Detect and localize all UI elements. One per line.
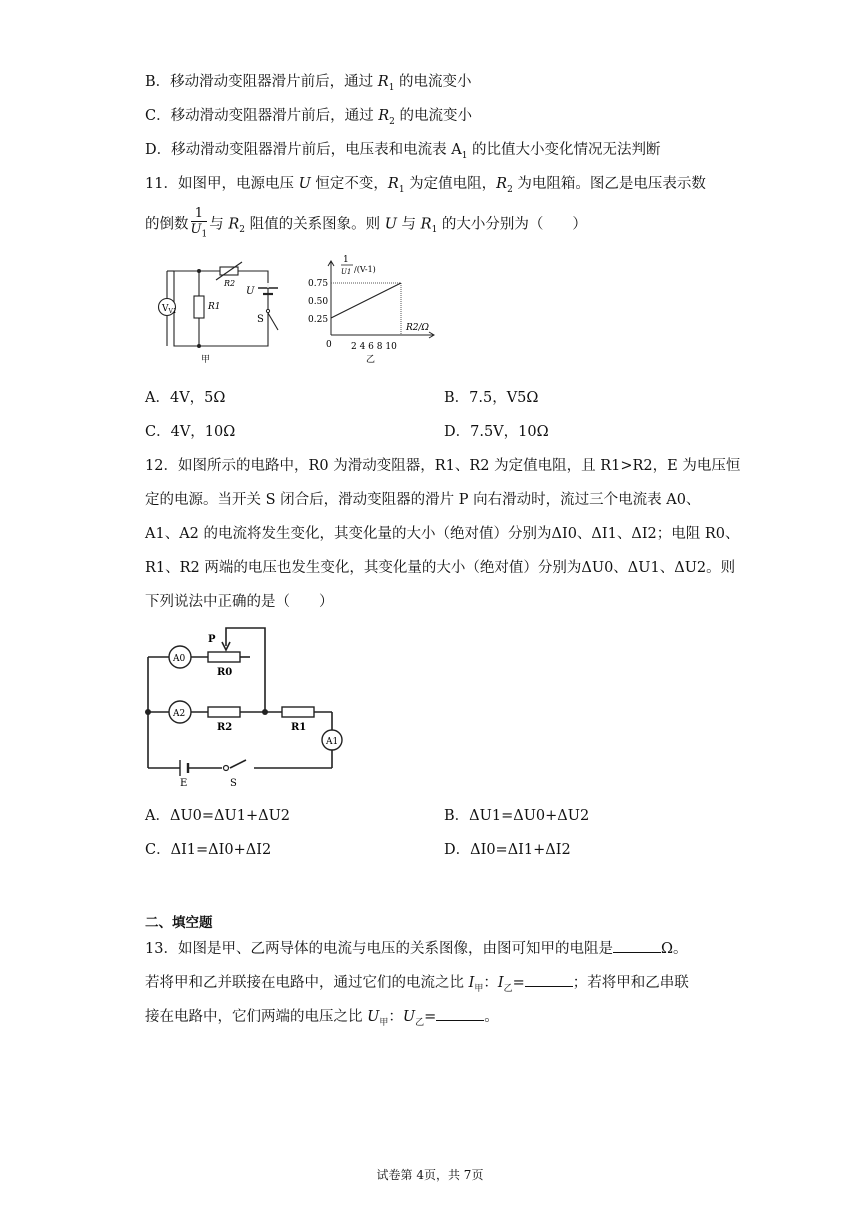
sub: 1 bbox=[398, 184, 405, 195]
q12-stem-line: 12．如图所示的电路中，R0 为滑动变阻器，R1、R2 为定值电阻，且 R1>R2，E 为电压恒 bbox=[145, 458, 741, 474]
sub: 1 bbox=[431, 225, 438, 236]
text: 接在电路中，它们两端的电压之比 bbox=[145, 1009, 368, 1025]
text: B．移动滑动变阻器滑片前后，通过 bbox=[145, 74, 378, 90]
text: = bbox=[424, 1009, 437, 1025]
fraction-numerator: 1 bbox=[191, 206, 208, 222]
q13-line2 bbox=[145, 972, 689, 999]
var: R bbox=[496, 176, 508, 192]
y-tick-label: 0.50 bbox=[308, 297, 329, 307]
origin-label: 0 bbox=[326, 340, 332, 350]
text: 13．如图是甲、乙两导体的电流与电压的关系图像，由图可知甲的电阻是 bbox=[145, 941, 613, 957]
text: 的倒数 bbox=[145, 216, 189, 233]
answer-blank[interactable] bbox=[613, 938, 661, 953]
sub: 2 bbox=[389, 116, 395, 127]
u-label: U bbox=[246, 286, 255, 297]
text: 阻值的关系图象。则 bbox=[244, 216, 385, 233]
q11-stem-line2 bbox=[145, 206, 587, 243]
var: R bbox=[378, 108, 390, 124]
r1-label: R1 bbox=[208, 302, 221, 312]
q12-stem-line: R1、R2 两端的电压也发生变化，其变化量的大小（绝对值）分别为ΔU0、ΔU1、ΔU2。则 bbox=[145, 560, 736, 576]
text: ；若将甲和乙串联 bbox=[572, 975, 689, 991]
switch-s-label: S bbox=[230, 778, 237, 786]
junction-dot bbox=[197, 344, 201, 348]
text: 为电阻箱。图乙是电压表示数 bbox=[512, 176, 706, 192]
x-axis-label: R2/Ω bbox=[406, 323, 429, 333]
sub: 2 bbox=[239, 225, 245, 236]
junction-dot bbox=[145, 709, 151, 715]
q12-stem-line: A1、A2 的电流将发生变化，其变化量的大小（绝对值）分别为ΔI0、ΔI1、ΔI2；电阻 R0、 bbox=[145, 526, 740, 542]
voltmeter-label: $V_{V1}$ bbox=[162, 304, 177, 315]
answer-blank[interactable] bbox=[436, 1006, 484, 1021]
battery-e-label: E bbox=[180, 778, 188, 786]
text: C．移动滑动变阻器滑片前后，通过 bbox=[145, 108, 379, 124]
sub: 甲 bbox=[379, 1017, 389, 1028]
r1-label: R1 bbox=[291, 722, 307, 733]
sub: 1 bbox=[461, 150, 468, 161]
r0-label: R0 bbox=[217, 667, 233, 678]
text: Ω。 bbox=[660, 941, 688, 957]
r2-label: R2 bbox=[217, 722, 233, 733]
text: 11．如图甲，电源电压 bbox=[145, 176, 299, 192]
figure-caption: 甲 bbox=[201, 355, 211, 365]
q12-option-c: C．ΔI1=ΔI0+ΔI2 bbox=[145, 842, 272, 858]
q11-option-c: C．4V，10Ω bbox=[145, 424, 236, 440]
q11-circuit-figure-jia bbox=[150, 258, 280, 368]
q10-option-d bbox=[145, 140, 661, 166]
sub: 乙 bbox=[503, 983, 513, 994]
sub: 2 bbox=[507, 184, 513, 195]
ylabel-unit: /(V-1) bbox=[354, 265, 376, 274]
text: 恒定不变， bbox=[310, 176, 388, 192]
text: 为定值电阻， bbox=[404, 176, 497, 192]
switch-label: S bbox=[257, 314, 264, 325]
junction-dot bbox=[262, 709, 268, 715]
text: ： bbox=[483, 975, 498, 991]
q11-option-a: A．4V，5Ω bbox=[145, 390, 226, 406]
ylabel-den: U1 bbox=[341, 268, 352, 276]
q11-option-b: B．7.5，V5Ω bbox=[444, 390, 539, 406]
slider-p-label: P bbox=[208, 634, 216, 645]
text: D．移动滑动变阻器滑片前后，电压表和电流表 A bbox=[145, 142, 462, 158]
var: R bbox=[377, 74, 389, 90]
var: U bbox=[384, 216, 397, 233]
text: 的大小分别为（ ） bbox=[437, 216, 587, 233]
q13-line3 bbox=[145, 1006, 499, 1033]
fraction-denominator bbox=[191, 222, 208, 243]
section-heading: 二、填空题 bbox=[145, 915, 213, 931]
junction-dot bbox=[197, 269, 201, 273]
text: 与 bbox=[396, 216, 421, 233]
var: U bbox=[190, 222, 202, 237]
r2-label: R2 bbox=[224, 279, 236, 288]
ammeter-a2-label: A2 bbox=[173, 709, 186, 719]
var: R bbox=[387, 176, 399, 192]
data-line bbox=[331, 283, 401, 318]
var: R bbox=[228, 216, 240, 233]
var: U bbox=[298, 176, 311, 192]
var: R bbox=[420, 216, 432, 233]
var: I bbox=[497, 975, 504, 991]
sub: 甲 bbox=[474, 983, 484, 994]
var: U bbox=[402, 1009, 416, 1025]
text: 的电流变小 bbox=[394, 108, 472, 124]
q12-option-b: B．ΔU1=ΔU0+ΔU2 bbox=[444, 808, 590, 824]
q12-option-d: D．ΔI0=ΔI1+ΔI2 bbox=[444, 842, 571, 858]
text: 的电流变小 bbox=[394, 74, 472, 90]
text: 若将甲和乙并联接在电路中，通过它们的电流之比 bbox=[145, 975, 469, 991]
sub: 1 bbox=[388, 82, 395, 93]
ylabel-num: 1 bbox=[343, 255, 349, 265]
q12-option-a: A．ΔU0=ΔU1+ΔU2 bbox=[145, 808, 291, 824]
y-tick-label: 0.75 bbox=[308, 279, 329, 289]
figure-caption: 乙 bbox=[366, 355, 376, 365]
var: I bbox=[468, 975, 475, 991]
text: = bbox=[512, 975, 525, 991]
fraction bbox=[191, 206, 208, 243]
sub: 1 bbox=[201, 229, 208, 240]
y-tick-label: 0.25 bbox=[308, 315, 329, 325]
page-footer: 试卷第 4页，共 7页 bbox=[376, 1168, 484, 1182]
var: U bbox=[367, 1009, 380, 1025]
sub: 乙 bbox=[415, 1017, 425, 1028]
q12-circuit-figure bbox=[140, 624, 350, 786]
ammeter-a0-label: A0 bbox=[173, 654, 186, 664]
label-sub: V1 bbox=[168, 308, 177, 315]
q12-stem-line: 下列说法中正确的是（ ） bbox=[145, 594, 334, 610]
q10-option-c bbox=[145, 106, 472, 132]
q11-option-d: D．7.5V，10Ω bbox=[444, 424, 549, 440]
q13-line1 bbox=[145, 938, 687, 959]
answer-blank[interactable] bbox=[525, 972, 573, 987]
q12-stem-line: 定的电源。当开关 S 闭合后，滑动变阻器的滑片 P 向右滑动时，流过三个电流表 A0、 bbox=[145, 492, 701, 508]
text: ： bbox=[388, 1009, 403, 1025]
text: 。 bbox=[484, 1009, 499, 1025]
q10-option-b bbox=[145, 72, 472, 98]
q11-stem-line1 bbox=[145, 174, 706, 200]
q11-graph-figure-yi bbox=[306, 250, 446, 368]
text: 的比值大小变化情况无法判断 bbox=[467, 142, 661, 158]
ammeter-a1-label: A1 bbox=[326, 737, 339, 747]
x-tick-labels: 2 4 6 8 10 bbox=[351, 342, 397, 352]
text: 与 bbox=[209, 216, 229, 233]
